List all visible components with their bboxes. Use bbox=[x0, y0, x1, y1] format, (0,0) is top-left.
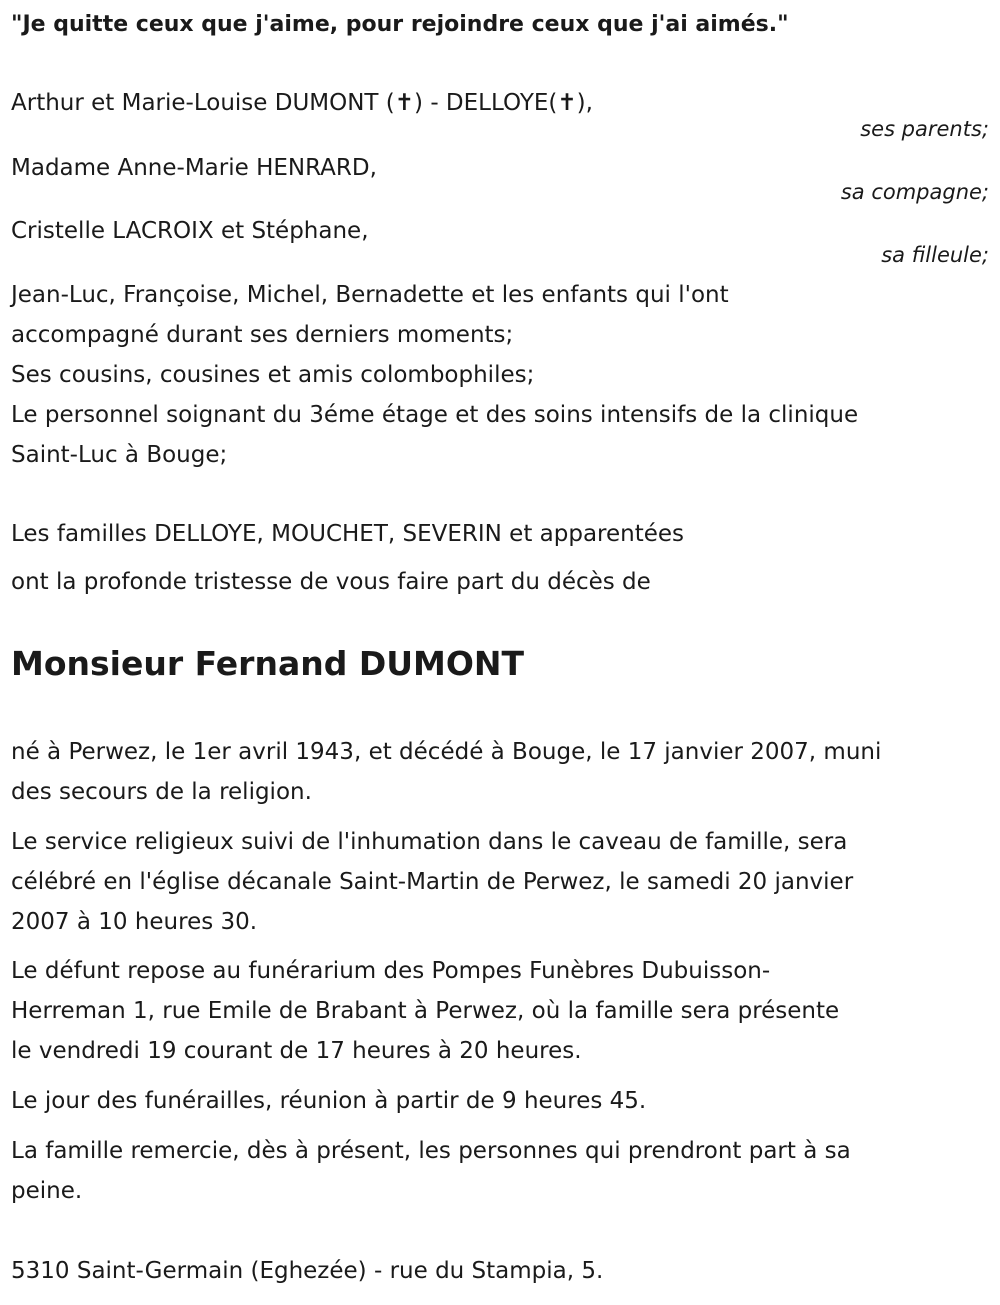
families-line: Les familles DELLOYE, MOUCHET, SEVERIN et apparentées bbox=[11, 521, 685, 547]
detail-line: Le jour des funérailles, réunion à partir de 9 heures 45. bbox=[11, 1088, 647, 1114]
birth-death-details bbox=[11, 732, 989, 812]
family-role-goddaughter: sa filleule; bbox=[881, 243, 989, 267]
mourners-line: Le personnel soignant du 3éme étage et des soins intensifs de la clinique bbox=[11, 402, 859, 428]
detail-line: La famille remercie, dès à présent, les personnes qui prendront part à sa bbox=[11, 1138, 851, 1164]
detail-line: né à Perwez, le 1er avril 1943, et décédé à Bouge, le 17 janvier 2007, muni bbox=[11, 739, 882, 765]
detail-line: Herreman 1, rue Emile de Brabant à Perwez, où la famille sera présente bbox=[11, 998, 840, 1024]
announcement-line: ont la profonde tristesse de vous faire part du décès de bbox=[11, 569, 651, 595]
other-mourners bbox=[11, 275, 989, 475]
deceased-name: Monsieur Fernand DUMONT bbox=[11, 644, 525, 683]
gathering-details bbox=[11, 1081, 989, 1121]
detail-line: peine. bbox=[11, 1178, 83, 1204]
family-role-parents: ses parents; bbox=[860, 117, 989, 141]
family-member-companion: Madame Anne-Marie HENRARD, bbox=[11, 155, 377, 181]
funerarium-details bbox=[11, 951, 989, 1071]
detail-line: des secours de la religion. bbox=[11, 779, 312, 805]
family-member-goddaughter: Cristelle LACROIX et Stéphane, bbox=[11, 218, 369, 244]
detail-line: célébré en l'église décanale Saint-Martin de Perwez, le samedi 20 janvier bbox=[11, 869, 854, 895]
service-details bbox=[11, 822, 989, 942]
detail-line: le vendredi 19 courant de 17 heures à 20 heures. bbox=[11, 1038, 582, 1064]
family-role-companion: sa compagne; bbox=[840, 180, 989, 204]
mourners-line: Ses cousins, cousines et amis colombophiles; bbox=[11, 362, 535, 388]
detail-line: Le service religieux suivi de l'inhumation dans le caveau de famille, sera bbox=[11, 829, 848, 855]
mourners-line: Saint-Luc à Bouge; bbox=[11, 442, 228, 468]
family-member-parents: Arthur et Marie-Louise DUMONT (✝) - DELLOYE(✝), bbox=[11, 90, 593, 116]
address-line: 5310 Saint-Germain (Eghezée) - rue du Stampia, 5. bbox=[11, 1258, 604, 1284]
detail-line: 2007 à 10 heures 30. bbox=[11, 909, 258, 935]
thanks-details bbox=[11, 1131, 989, 1211]
mourners-line: accompagné durant ses derniers moments; bbox=[11, 322, 514, 348]
epitaph-quote: "Je quitte ceux que j'aime, pour rejoindre ceux que j'ai aimés." bbox=[11, 12, 789, 37]
mourners-line: Jean-Luc, Françoise, Michel, Bernadette et les enfants qui l'ont bbox=[11, 282, 729, 308]
detail-line: Le défunt repose au funérarium des Pompes Funèbres Dubuisson- bbox=[11, 958, 771, 984]
